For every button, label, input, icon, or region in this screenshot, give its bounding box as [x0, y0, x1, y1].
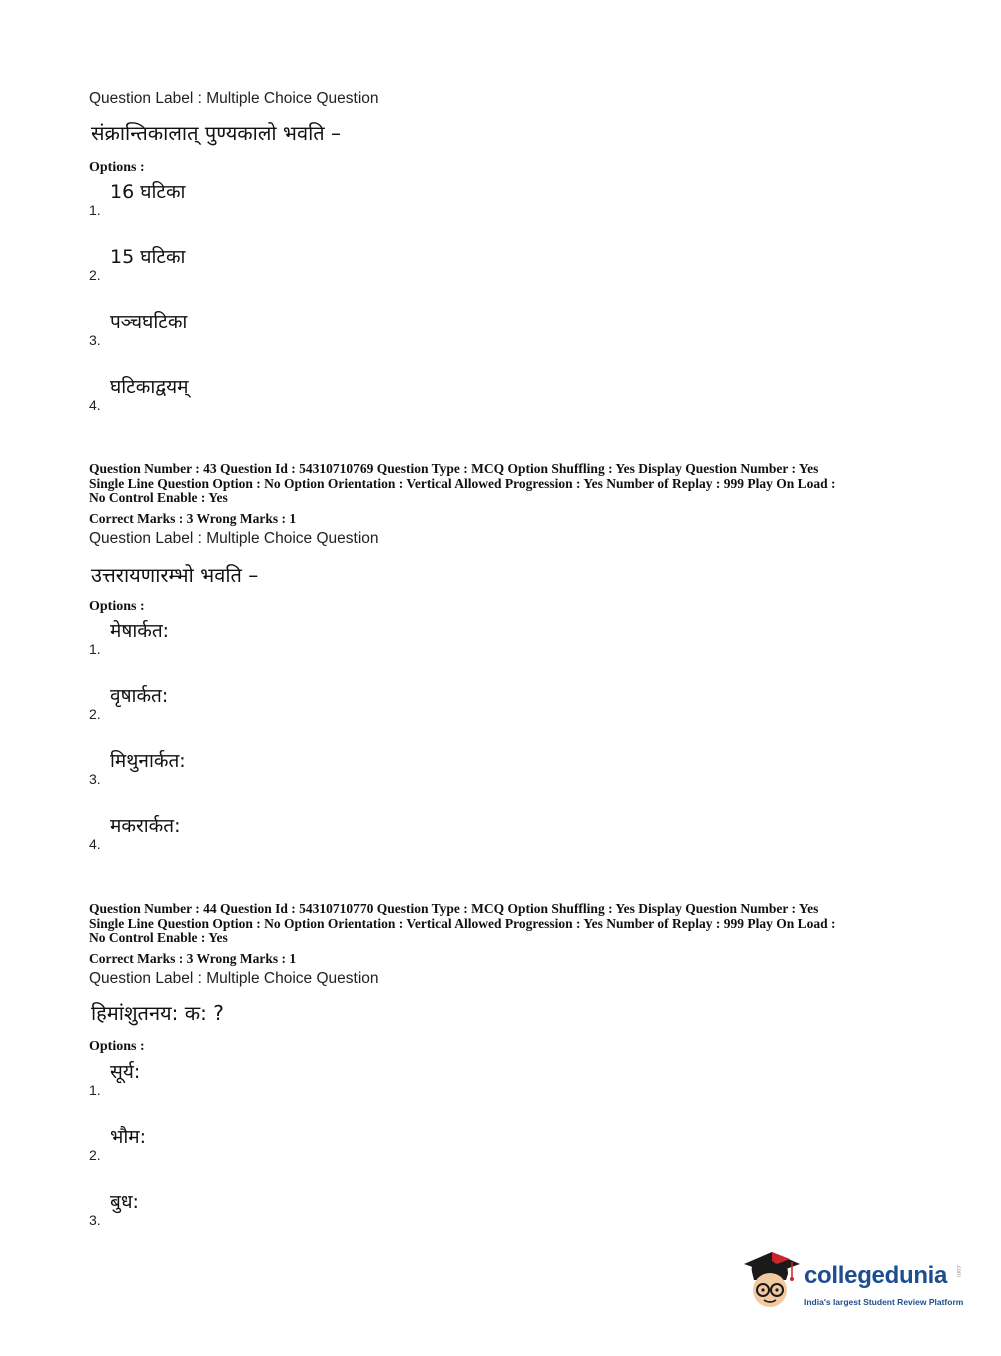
question-text: उत्तरायणारम्भो भवति –: [91, 563, 259, 587]
marks-info: Correct Marks : 3 Wrong Marks : 1: [89, 511, 297, 526]
option-number: 2.: [89, 1147, 101, 1163]
meta-line: Single Line Question Option : No Option Orientation : Vertical Allowed Progression : Yes Number of Replay : 999 Play On Load :: [89, 475, 836, 491]
meta-line: Question Number : 43 Question Id : 54310710769 Question Type : MCQ Option Shuffling : Yes Display Question Number : Yes: [89, 461, 819, 476]
logo-wordmark: collegedunia: [804, 1262, 948, 1289]
question-meta: [89, 902, 919, 946]
option-item: [89, 373, 489, 413]
option-text: सूर्य:: [110, 1061, 141, 1083]
option-number: 1.: [89, 1082, 101, 1098]
meta-line: Question Number : 44 Question Id : 54310710770 Question Type : MCQ Option Shuffling : Yes Display Question Number : Yes: [89, 901, 819, 916]
option-item: [89, 1058, 489, 1098]
option-text: वृषार्कत:: [110, 685, 169, 707]
option-number: 1.: [89, 202, 101, 218]
option-number: 3.: [89, 1212, 101, 1228]
options-heading: Options :: [89, 599, 145, 614]
option-text: भौम:: [110, 1126, 147, 1148]
option-number: 4.: [89, 397, 101, 413]
option-number: 2.: [89, 706, 101, 722]
question-text: हिमांशुतनय: क: ?: [91, 1001, 224, 1025]
option-number: 3.: [89, 771, 101, 787]
option-text: मकरार्कत:: [110, 815, 181, 837]
options-heading: Options :: [89, 160, 145, 175]
mascot-graduate-icon: [742, 1250, 802, 1316]
option-number: 4.: [89, 836, 101, 852]
option-item: [89, 617, 489, 657]
option-item: [89, 812, 489, 852]
option-item: [89, 1123, 489, 1163]
option-item: [89, 682, 489, 722]
meta-line: No Control Enable : Yes: [89, 930, 228, 945]
option-text: मेषार्कत:: [110, 620, 170, 642]
question-meta: [89, 462, 919, 506]
option-item: [89, 178, 489, 218]
option-number: 1.: [89, 641, 101, 657]
option-text: बुध:: [110, 1191, 139, 1213]
option-item: [89, 1188, 489, 1228]
question-label: Question Label : Multiple Choice Question: [89, 90, 379, 107]
marks-info: Correct Marks : 3 Wrong Marks : 1: [89, 951, 297, 966]
option-text: 16 घटिका: [110, 181, 186, 203]
option-item: [89, 308, 489, 348]
question-text: संक्रान्तिकालात् पुण्यकालो भवति –: [91, 121, 342, 145]
option-text: मिथुनार्कत:: [110, 750, 186, 772]
meta-line: Single Line Question Option : No Option Orientation : Vertical Allowed Progression : Yes Number of Replay : 999 Play On Load :: [89, 915, 836, 931]
logo-domain-suffix: .com: [955, 1264, 961, 1278]
option-item: [89, 243, 489, 283]
logo-tagline: India's largest Student Review Platform: [804, 1297, 964, 1307]
option-item: [89, 747, 489, 787]
question-label: Question Label : Multiple Choice Question: [89, 970, 379, 987]
collegedunia-logo[interactable]: [742, 1250, 972, 1320]
question-label: Question Label : Multiple Choice Question: [89, 530, 379, 547]
option-text: घटिकाद्वयम्: [110, 376, 189, 398]
options-heading: Options :: [89, 1039, 145, 1054]
option-text: 15 घटिका: [110, 246, 186, 268]
option-number: 3.: [89, 332, 101, 348]
meta-line: No Control Enable : Yes: [89, 490, 228, 505]
option-text: पञ्चघटिका: [110, 311, 188, 333]
option-number: 2.: [89, 267, 101, 283]
